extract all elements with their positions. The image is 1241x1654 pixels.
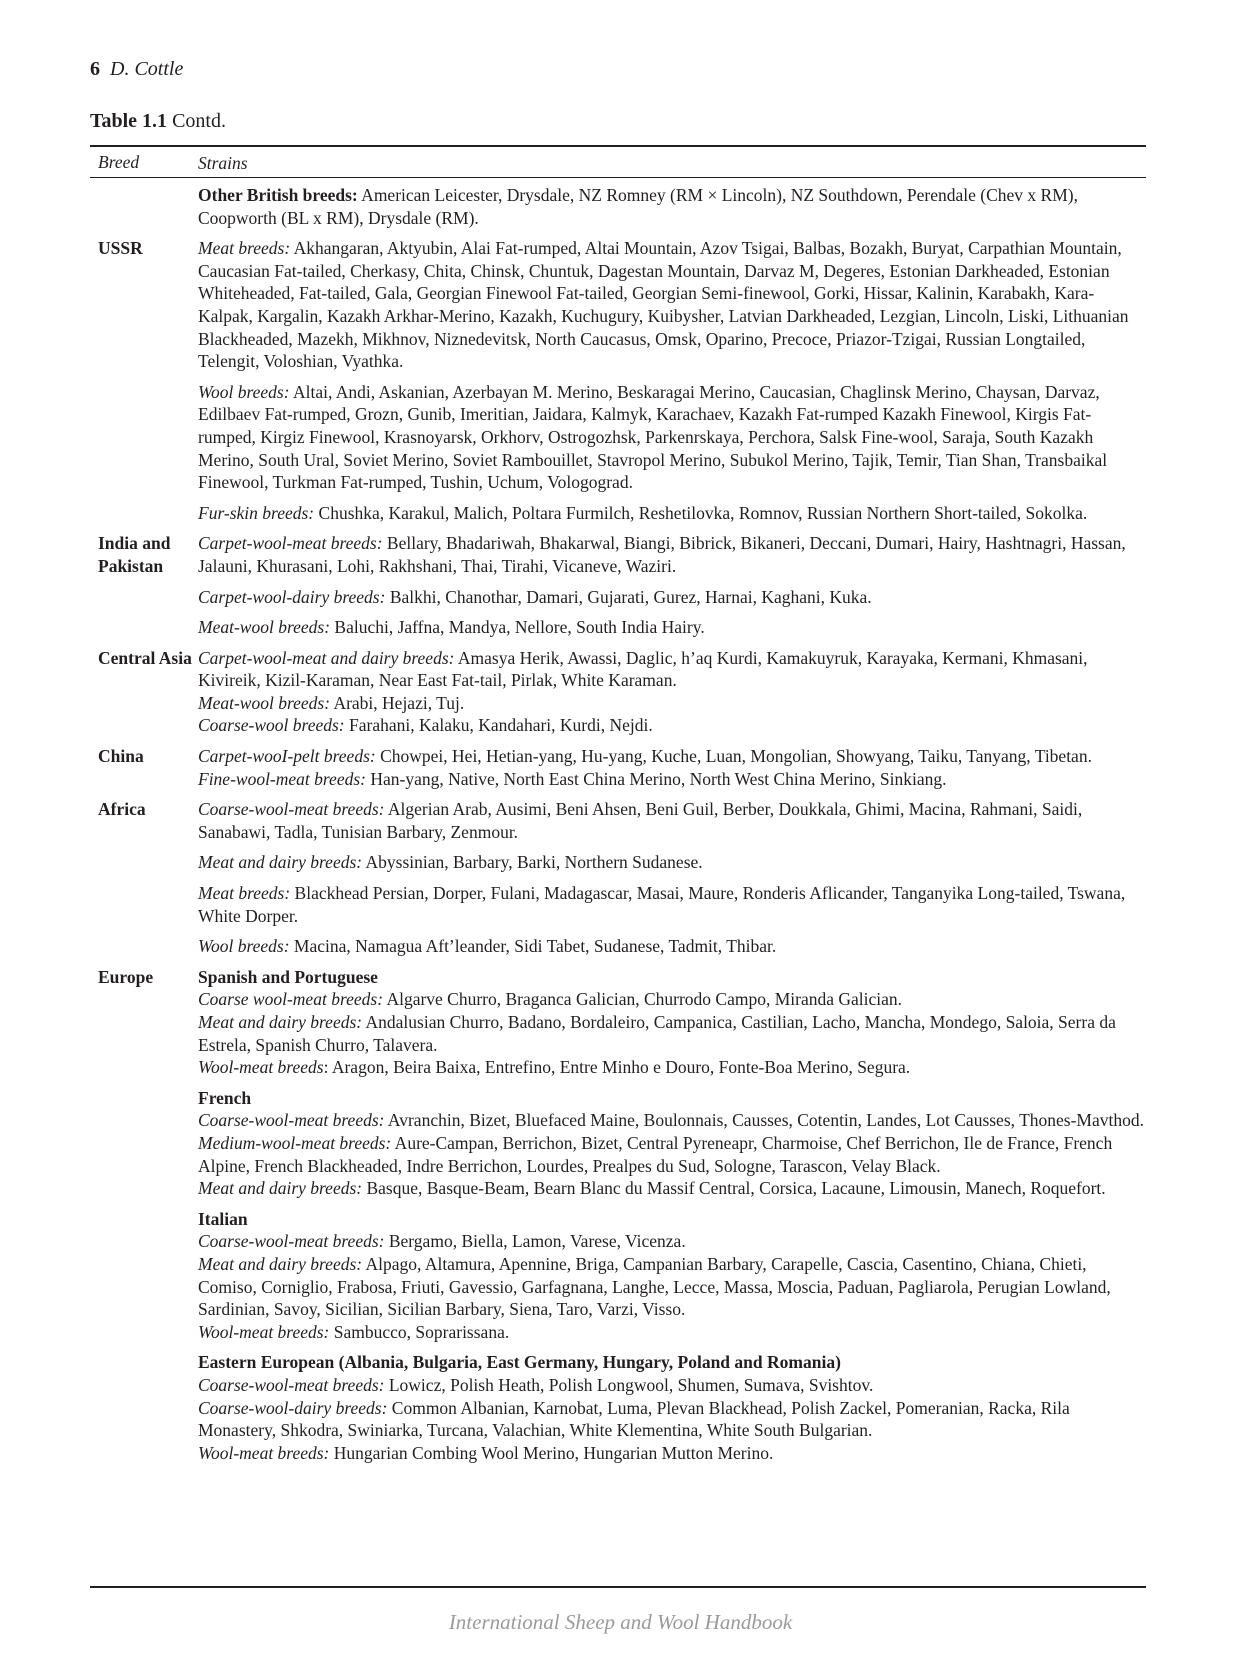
breed-list-text: Algarve Churro, Braganca Galician, Churrodo Campo, Miranda Galician. [383,989,903,1010]
strains-cell [198,237,1146,524]
strains-paragraph [198,237,1146,373]
page-footer: International Sheep and Wool Handbook [448,1610,793,1634]
table-row [90,647,1146,737]
strains-line [198,745,1146,768]
region-cell: Africa [98,799,146,820]
strains-cell [198,184,1146,229]
table-label: Table 1.1 [90,110,168,132]
table-row [90,798,1146,958]
breed-category-label: Coarse wool-meat breeds: [198,989,384,1010]
author-name: D. Cottle [110,58,184,80]
region-cell: China [98,746,144,767]
strains-line [198,1397,1146,1442]
breed-list-text: Akhangaran, Aktyubin, Alai Fat-rumped, Altai Mountain, Azov Tsigai, Balbas, Bozakh, Buryat, Carpathian Mountain, Caucasian Fat-tailed, Cherkasy, Chita, Chinsk, Chuntuk, Dagestan Mountain, Darvaz M, Degeres, Estonian Darkheaded, Estonian Whiteheaded, Fat-tailed, Gala, Georgian Finewool Fat-tailed, Georgian Semi-finewool, Gorki, Hissar, Kalinin, Karabakh, Kara-Kalpak, Kargalin, Kazakh Arkhar-Merino, Kazakh, Kuchugury, Kuibysher, Latvian Darkheaded, Lezgian, Lincoln, Liski, Lithuanian Blackheaded, Mazekh, Mikhnov, Niznedevitsk, North Caucasus, Omsk, Oparino, Precoce, Priazor-Tzigai, Russian Longtailed, Telengit, Voloshian, Vyathka. [198,238,1129,372]
breed-list-text: Abyssinian, Barbary, Barki, Northern Sudanese. [362,852,703,873]
strains-paragraph [198,647,1146,737]
region-cell: India and Pakistan [98,533,171,577]
breed-list-text: Baluchi, Jaffna, Mandya, Nellore, South India Hairy. [330,617,705,638]
breed-list-text: Chowpei, Hei, Hetian-yang, Hu-yang, Kuche, Luan, Mongolian, Showyang, Taiku, Tanyang, Tibetan. [375,746,1092,767]
table-row [90,532,1146,638]
breed-category-label: Coarse-wool-meat breeds: [198,799,385,820]
breed-list-text: Andalusian Churro, Badano, Bordaleiro, Campanica, Castilian, Lacho, Mancha, Mondego, Saloia, Serra da Estrela, Spanish Churro, Talavera. [198,1012,1116,1055]
breed-category-label: Coarse-wool-meat breeds: [198,1374,385,1395]
breed-category-label: Meat and dairy breeds: [198,1012,363,1032]
strains-line [198,714,1146,737]
breed-category-label: Wool breeds: [198,381,290,402]
breed-category-label: Coarse-wool-meat breeds: [198,1110,385,1131]
breed-category-label: Carpet-wooI-pelt breeds: [198,746,376,767]
breed-category-label: Wool-meat breeds: [198,1442,330,1463]
running-head [90,58,183,81]
strains-line [198,647,1146,692]
strains-line [198,1253,1146,1321]
strains-line [198,1230,1146,1253]
breed-category-label: Coarse-wool breeds: [198,715,345,736]
table-row [90,237,1146,524]
strains-paragraph [198,381,1146,494]
breed-category-label: Meat-wool breeds: [198,617,331,638]
breed-list-text: Algerian Arab, Ausimi, Beni Ahsen, Beni Guil, Berber, Doukkala, Ghimi, Macina, Rahmani, Saidi, Sanabawi, Tadla, Tunisian Barbary, Zenmour. [198,799,1083,842]
breed-category-label: Medium-wool-meat breeds: [198,1132,392,1153]
subregion-heading: Italian [198,1208,248,1229]
breed-category-label: Other British breeds: [198,185,358,205]
table-row [90,966,1146,1464]
page-number: 6 [90,58,100,80]
strains-paragraph [198,586,1146,609]
breed-category-label: Carpet-wool-meat and dairy breeds: [198,647,455,668]
strains-paragraph [198,1087,1146,1200]
table-caption [90,110,226,133]
breed-category-label: Meat and dairy breeds: [198,1253,363,1274]
breed-list-text: Sambucco, Soprarissana. [329,1321,510,1342]
strains-cell [198,966,1146,1464]
strains-line [198,1374,1146,1397]
table-row [90,184,1146,229]
breed-category-label: Fur-skin breeds: [198,502,315,523]
breed-list-text: Chushka, Karakul, Malich, Poltara Furmilch, Reshetilovka, Romnov, Russian Northern Short-tailed, Sokolka. [314,502,1088,523]
subregion-heading: Eastern European (Albania, Bulgaria, East Germany, Hungary, Poland and Romania) [198,1352,841,1373]
strains-cell [198,647,1146,737]
breed-category-label: Meat and dairy breeds: [198,852,363,873]
breed-category-label: Wool breeds: [198,936,290,957]
breed-category-label: Carpet-wool-dairy breeds: [198,586,386,607]
breed-list-text: Arabi, Hejazi, Tuj. [330,692,465,713]
breed-list-text: Farahani, Kalaku, Kandahari, Kurdi, Nejdi. [344,715,653,736]
breed-list-text: Amasya Herik, Awassi, Daglic, h’aq Kurdi, Kamakuyruk, Karayaka, Kermani, Khmasani, Kivireik, Kizil-Karaman, Near East Fat-tail, Pirlak, White Karaman. [198,647,1088,691]
breed-category-label: Wool-meat breeds: [198,1321,330,1342]
breed-category-label: Coarse-wool-meat breeds: [198,1231,385,1252]
strains-line [198,988,1146,1011]
strains-line [198,1177,1146,1200]
breed-category-label: Meat-wool breeds: [198,692,331,713]
strains-line [198,1321,1146,1344]
strains-paragraph [198,1351,1146,1464]
breed-category-label: Fine-wool-meat breeds: [198,768,366,789]
strains-line [198,1056,1146,1079]
breed-list-text: Macina, Namagua Aft’leander, Sidi Tabet, Sudanese, Tadmit, Thibar. [289,936,777,957]
strains-paragraph [198,1208,1146,1344]
strains-line [198,1442,1146,1465]
breed-list-text: : Aragon, Beira Baixa, Entrefino, Entre Minho e Douro, Fonte-Boa Merino, Segura. [323,1057,911,1078]
strains-line [198,692,1146,715]
breed-list-text: Common Albanian, Karnobat, Luma, Plevan Blackhead, Polish Zackel, Pomeranian, Racka, Rila Monastery, Shkodra, Swiniarka, Turcana, Valachian, White Klementina, White South Bulgarian. [198,1397,1070,1441]
strains-paragraph [198,935,1146,958]
strains-paragraph [198,851,1146,874]
breed-category-label: Meat and dairy breeds: [198,1178,363,1199]
table-bottom-rule [90,1586,1146,1588]
strains-paragraph [198,798,1146,843]
subregion-heading: Spanish and Portuguese [198,966,378,987]
region-cell: USSR [98,238,143,259]
strains-cell [198,532,1146,638]
breed-list-text: Bergamo, Biella, Lamon, Varese, Vicenza. [384,1231,686,1252]
breed-list-text: American Leicester, Drysdale, NZ Romney (RM × Lincoln), NZ Southdown, Perendale (Chev x RM), Coopworth (BL x RM), Drysdale (RM). [198,185,1078,228]
strains-line [198,1132,1146,1177]
strains-line [198,1011,1146,1056]
strains-line [198,1109,1146,1132]
breed-list-text: Avranchin, Bizet, Bluefaced Maine, Boulonnais, Causses, Cotentin, Landes, Lot Causses, Thones-Mavthod. [384,1110,1144,1131]
breed-category-label: Coarse-wool-dairy breeds: [198,1397,388,1418]
strains-paragraph [198,882,1146,927]
breed-category-label: Meat breeds: [198,238,291,259]
breed-list-text: Altai, Andi, Askanian, Azerbayan M. Merino, Beskaragai Merino, Caucasian, Chaglinsk Merino, Chaysan, Darvaz, Edilbaev Fat-rumped, Grozn, Gunib, Imeritian, Jaidara, Kalmyk, Karachaev, Kazakh Fat-rumped Kazakh Finewool, Kirgis Fat-rumped, Kirgiz Finewool, Krasnoyarsk, Orkhorv, Ostrogozhsk, Parkenrskaya, Perchora, Salsk Fine-wool, Saraja, South Kazakh Merino, South Ural, Soviet Merino, Soviet Rambouillet, Stavropol Merino, Subukol Merino, Tajik, Temir, Tian Shan, Transbaikal Finewool, Turkman Fat-rumped, Tushin, Uchum, Vologograd. [198,381,1108,493]
strains-paragraph [198,502,1146,525]
table-body [90,184,1146,1472]
strains-paragraph [198,745,1146,790]
table-caption-suffix: Contd. [172,110,226,132]
table-header-rule [90,177,1146,178]
breed-list-text: Han-yang, Native, North East China Merino, North West China Merino, Sinkiang. [366,768,947,789]
breed-list-text: Aure-Campan, Berrichon, Bizet, Central Pyreneарr, Charmoise, Chef Berrichon, Ile de France, French Alpine, French Blackheaded, Indre Berrichon, Lourdes, Prealpes du Sud, Sologne, Tarascon, Velay Black. [198,1132,1113,1176]
breed-list-text: Alpago, Altamura, Apennine, Briga, Campanian Barbary, Carapelle, Cascia, Casentino, Chiana, Chieti, Comiso, Corniglio, Frabosa, Friuti, Gavessio, Garfagnana, Langhe, Lecce, Massa, Moscia, Paduan, Pagliarola, Perugian Lowland, Sardinian, Savoy, Sicilian, Sicilian Barbary, Siena, Taro, Varzi, Visso. [198,1253,1111,1320]
table-top-rule [90,145,1146,147]
breed-category-label: Carpet-wool-meat breeds: [198,533,383,554]
subregion-heading: French [198,1087,252,1108]
strains-paragraph [198,532,1146,577]
region-cell: Central Asia [98,647,192,668]
column-header-breed: Breed [98,152,140,172]
breed-category-label: Meat breeds: [198,883,291,904]
region-cell [90,184,198,229]
table-row [90,745,1146,790]
strains-paragraph [198,616,1146,639]
breed-list-text: Bellary, Bhadariwah, Bhakarwal, Biangi, Bibrick, Bikaneri, Deccani, Dumari, Hairy, Hashtnagri, Hassan, Jalauni, Khurasani, Lohi, Rakhshani, Thai, Tirahi, Vicaneve, Waziri. [198,533,1126,576]
breed-category-label: Wool-meat breeds [198,1057,324,1078]
region-cell: Europe [98,966,154,987]
strains-paragraph [198,966,1146,1079]
breed-list-text: Lowicz, Polish Heath, Polish Longwool, Shumen, Sumava, Svishtov. [384,1374,874,1395]
strains-line [198,768,1146,791]
strains-cell [198,745,1146,790]
breed-list-text: Balkhi, Chanothar, Damari, Gujarati, Gurez, Harnai, Kaghani, Kuka. [385,586,872,607]
breed-list-text: Basque, Basque-Beam, Bearn Blanc du Massif Central, Corsica, Lacaune, Limousin, Manech, Roquefort. [362,1178,1106,1199]
column-header-strains: Strains [198,153,248,173]
breed-list-text: Blackhead Persian, Dorper, Fulani, Madagascar, Masai, Maure, Ronderis Aflicander, Tanganyika Long-tailed, Tswana, White Dorper. [198,883,1126,926]
strains-cell [198,798,1146,958]
strains-paragraph [198,184,1146,229]
breed-list-text: Hungarian Combing Wool Merino, Hungarian Mutton Merino. [329,1442,774,1463]
